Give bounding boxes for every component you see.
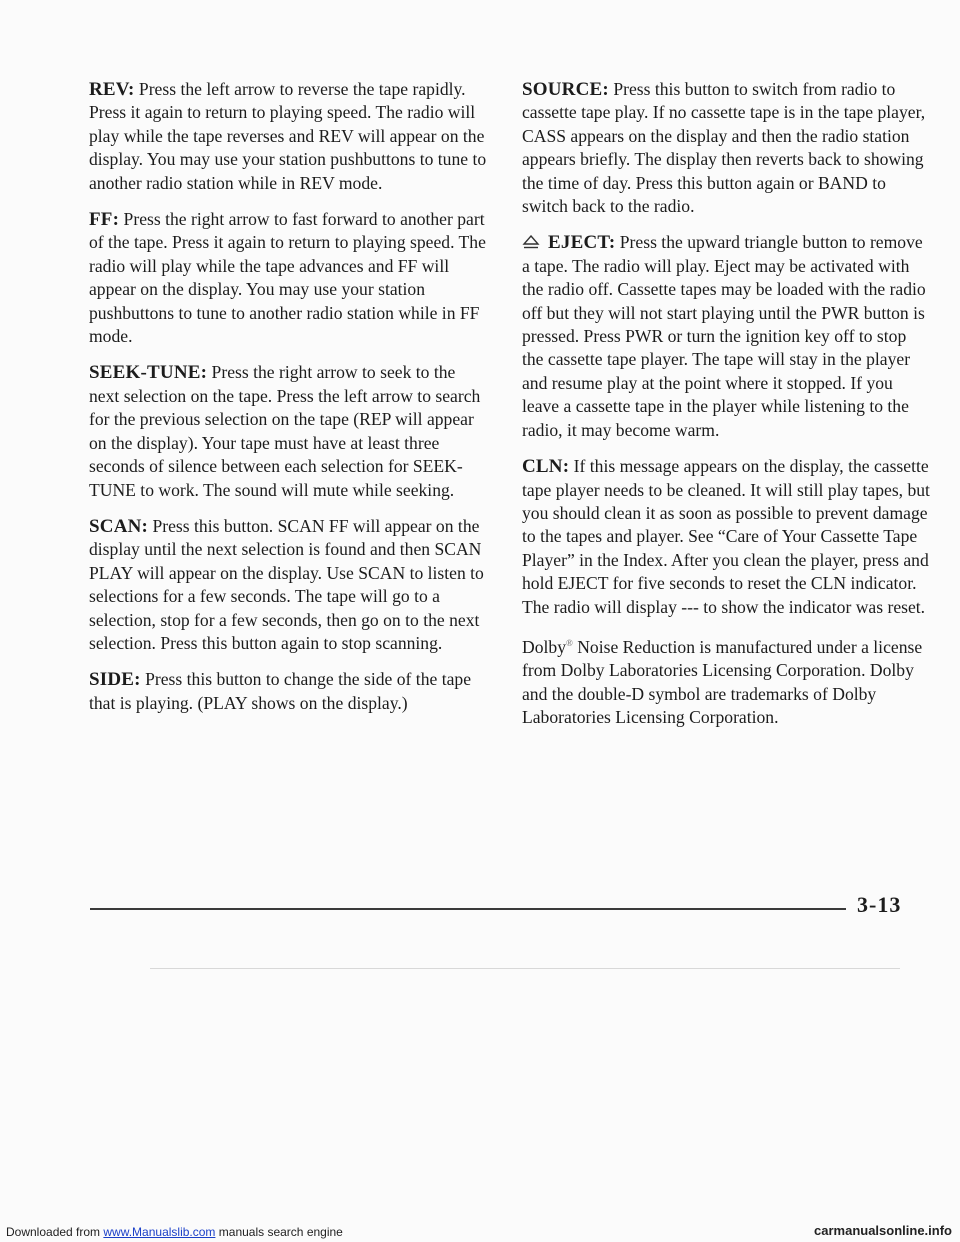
faint-divider — [150, 968, 900, 969]
ff-text: Press the right arrow to fast forward to another part of the tape. Press it again to return to playing speed. The radio will play while the tape advances and FF will appear on the display. You may use your station pushbuttons to tune to another radio station while in FF mode. — [89, 209, 486, 347]
download-footer — [6, 1225, 343, 1239]
seek-tune-paragraph — [89, 361, 489, 501]
seek-tune-text: Press the right arrow to seek to the next selection on the tape. Press the left arrow to search for the previous selection on the tape (REP will appear on the display). Your tape must have at least three seconds of silence between each selection for SEEK-TUNE to work. The sound will mute while seeking. — [89, 362, 481, 500]
ff-paragraph — [89, 208, 489, 348]
cln-term: CLN: — [522, 456, 570, 478]
cln-paragraph — [522, 455, 932, 619]
left-column — [89, 78, 489, 728]
right-column — [522, 78, 932, 742]
scan-text: Press this button. SCAN FF will appear on the display until the next selection is found and then SCAN PLAY will appear on the display. Use SCAN to listen to selections for a few seconds. The tape will go to a selection, stop for a few seconds, then go on to the next selection. Press this button again to stop scanning. — [89, 515, 484, 653]
cln-text: If this message appears on the display, the cassette tape player needs to be cleaned. It will still play tapes, but you should clean it as soon as possible to prevent damage to the tapes and player. See “Care of Your Cassette Tape Player” in the Index. After you clean the player, press and hold EJECT for five seconds to reset the CLN indicator. The radio will display --- to show the indicator was reset. — [522, 456, 930, 617]
dolby-paragraph — [522, 632, 932, 729]
watermark-text: carmanualsonline.info — [814, 1223, 952, 1238]
scan-term: SCAN: — [89, 515, 149, 537]
eject-text: Press the upward triangle button to remove a tape. The radio will play. Eject may be activated with the radio off. Cassette tapes may be loaded with the radio off but they will not start playing until the PWR button is pressed. Press PWR or turn the ignition key off to stop the cassette tape player. The tape will stay in the player and resume play at the point where it stopped. If you leave a cassette tape in the player while listening to the radio, it may become warm. — [522, 232, 926, 440]
rev-text: Press the left arrow to reverse the tape rapidly. Press it again to return to playing speed. The radio will play while the tape reverses and REV will appear on the display. You may use your station pushbuttons to tune to another radio station while in REV mode. — [89, 79, 487, 193]
seek-tune-term: SEEK-TUNE: — [89, 362, 208, 384]
source-paragraph — [522, 78, 932, 218]
side-text: Press this button to change the side of the tape that is playing. (PLAY shows on the display.) — [89, 669, 471, 713]
footer-suffix: manuals search engine — [215, 1225, 343, 1239]
side-paragraph — [89, 668, 489, 715]
dolby-word: Dolby — [522, 636, 566, 657]
dolby-text: Noise Reduction is manufactured under a license from Dolby Laboratories Licensing Corporation. Dolby and the double-D symbol are trademarks of Dolby Laboratories Licensing Corporation. — [522, 636, 923, 728]
page-number: 3-13 — [857, 892, 902, 917]
ff-term: FF: — [89, 209, 120, 231]
eject-icon — [522, 235, 540, 249]
scan-paragraph — [89, 515, 489, 655]
registered-mark: ® — [565, 637, 573, 648]
page-footer-rule — [90, 908, 846, 910]
manualslib-link[interactable]: www.Manualslib.com — [103, 1225, 216, 1239]
eject-term: EJECT: — [548, 232, 616, 254]
source-term: SOURCE: — [522, 79, 609, 100]
side-term: SIDE: — [89, 669, 141, 691]
source-text: Press this button to switch from radio to cassette tape play. If no cassette tape is in the tape player, CASS appears on the display and then the radio station appears briefly. The display then reverts back to showing the time of day. Press this button again or BAND to switch back to the radio. — [522, 79, 926, 217]
rev-paragraph — [89, 78, 489, 195]
rev-term: REV: — [89, 79, 135, 100]
eject-paragraph — [522, 231, 932, 442]
footer-prefix: Downloaded from — [6, 1225, 104, 1239]
